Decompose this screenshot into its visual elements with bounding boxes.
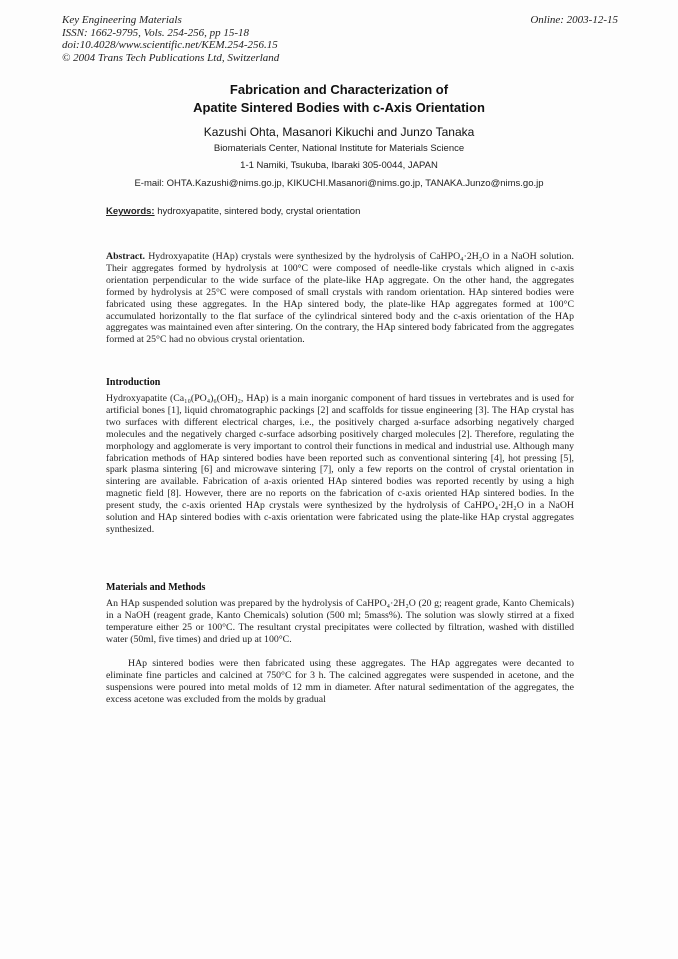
affiliation-line-1: Biomaterials Center, National Institute for Materials Science (213, 143, 465, 154)
keywords-text: hydroxyapatite, sintered body, crystal orientation (157, 206, 361, 217)
journal-header (62, 14, 279, 64)
abstract (106, 251, 574, 346)
paper-title-line-2: Apatite Sintered Bodies with c-Axis Orientation (193, 100, 485, 115)
affiliation-line-2: 1-1 Namiki, Tsukuba, Ibaraki 305-0044, JAPAN (240, 160, 438, 171)
keywords (106, 206, 360, 217)
issn-line: ISSN: 1662-9795, Vols. 254-256, pp 15-18 (62, 26, 249, 39)
methods-heading: Materials and Methods (106, 582, 206, 593)
methods-paragraph-2: HAp sintered bodies were then fabricated using these aggregates. The HAp aggregates were decanted to eliminate fine particles and calcined at 750°C for 3 h. The calcined aggregates were suspended in acetone, and the suspensions were poured into metal molds of 12 mm in diameter. After natural sedimentation of the aggregates, the excess acetone was excluded from the molds by gradual (106, 658, 574, 705)
doi-line: doi:10.4028/www.scientific.net/KEM.254-256.15 (62, 39, 278, 51)
keywords-label: Keywords: (106, 206, 155, 217)
methods-paragraph-1: An HAp suspended solution was prepared by the hydrolysis of CaHPO₄·2H₂O (20 g; reagent grade, Kanto Chemicals) in a NaOH (reagent grade, Kanto Chemicals) solution (500 ml; 5mass%). The solution was slowly stirred at a fixed temperature either 25 or 100°C. The resultant crystal precipitates were collected by filtration, washed with distilled water (50ml, five times) and dried up at 100°C. (106, 598, 574, 645)
abstract-label: Abstract. (106, 251, 145, 262)
abstract-text: Hydroxyapatite (HAp) crystals were synthesized by the hydrolysis of CaHPO₄·2H₂O in a NaOH solution. Their aggregates formed by hydrolysis at 100°C were composed of needle-like crystals which aligned in c-axis orientation perpendicular to the wide surface of the plate-like HAp aggregate. On the other hand, the aggregates formed by hydrolysis at 25°C were composed of small crystals with random orientation. HAp sintered bodies were fabricated using these aggregates. In the HAp sintered body, the plate-like HAp aggregates formed at 100°C accumulated horizontally to the flat surface of the cylindrical sintered body and the c-axis orientation of the HAp aggregates was maintained even after sintering. On the contrary, the HAp sintered body fabricated from the aggregates formed at 25°C had no obvious crystal orientation. (106, 251, 574, 346)
journal-name: Key Engineering Materials (62, 14, 182, 26)
paper-title-line-1: Fabrication and Characterization of (229, 82, 449, 97)
introduction-heading: Introduction (106, 377, 161, 388)
online-date: Online: 2003-12-15 (530, 14, 618, 26)
author-list: Kazushi Ohta, Masanori Kikuchi and Junzo Tanaka (203, 125, 475, 139)
introduction-paragraph: Hydroxyapatite (Ca₁₀(PO₄)₆(OH)₂, HAp) is a main inorganic component of hard tissues in vertebrates and is used for artificial bones [1], liquid chromatographic packings [2] and scaffolds for tissue engineering [3]. The HAp crystal has two surfaces with different electrical charges, i.e., the positively charged a-surface adsorbing negatively charged molecules and the negatively charged c-surface adsorbing positively charged molecules [2]. Therefore, regulating the morphology and agglomerate is very important to control their functions in medical and industrial use. Although many fabrication methods of HAp sintered bodies have been reported such as conventional sintering [4], hot pressing [5], spark plasma sintering [6] and microwave sintering [7], only a few reports on the control of crystal orientation in sintering are available. Fabrication of a-axis oriented HAp sintered bodies was reported recently by using a high magnetic field [8]. However, there are no reports on the fabrication of c-axis oriented HAp sintered bodies. In the present study, the c-axis oriented HAp crystals were synthesized by the hydrolysis of CaHPO₄·2H₂O in a NaOH solution and HAp sintered bodies with c-axis orientation were fabricated using the plate-like HAp crystal aggregates synthesized. (106, 393, 574, 535)
copyright-line: © 2004 Trans Tech Publications Ltd, Switzerland (62, 51, 280, 64)
author-emails: E-mail: OHTA.Kazushi@nims.go.jp, KIKUCHI.Masanori@nims.go.jp, TANAKA.Junzo@nims.go.jp (134, 178, 544, 189)
